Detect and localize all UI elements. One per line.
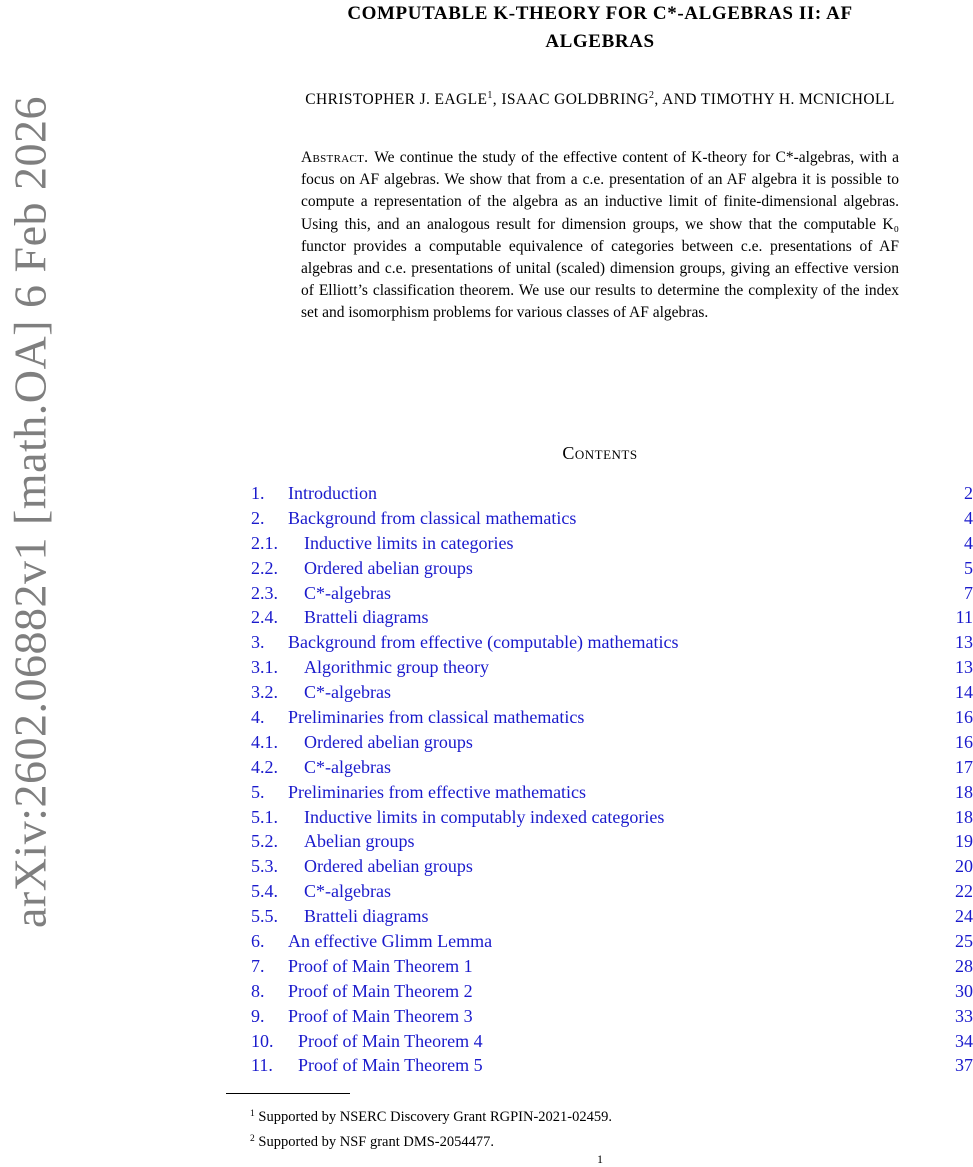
toc-entry-number: 11. <box>251 1055 273 1076</box>
toc-entry-page[interactable]: 34 <box>955 1030 973 1051</box>
author-separator-1: , <box>492 91 502 109</box>
toc-entry-number: 10. <box>251 1030 274 1051</box>
toc-entry-number: 3. <box>251 632 265 653</box>
toc-entry-number: 2. <box>251 507 265 528</box>
toc-entry[interactable] <box>251 954 973 979</box>
toc-entry-title[interactable]: C*-algebras <box>304 682 391 703</box>
toc-entry[interactable] <box>251 829 973 854</box>
toc-entry-title[interactable]: Algorithmic group theory <box>304 657 489 678</box>
toc-entry-number: 2.1. <box>251 532 278 553</box>
arxiv-identifier-text: arXiv:2602.06882v1 [math.OA] 6 Feb 2026 <box>4 95 56 929</box>
toc-entry-title[interactable]: C*-algebras <box>304 881 391 902</box>
toc-entry-title[interactable]: Abelian groups <box>304 831 415 852</box>
toc-entry-page[interactable]: 18 <box>955 781 973 802</box>
toc-entry-page[interactable]: 20 <box>955 856 973 877</box>
toc-entry[interactable] <box>251 680 973 705</box>
toc-entry-number: 2.4. <box>251 607 278 628</box>
author-1-footnote-mark: 1 <box>487 90 493 101</box>
footnote-text: Supported by NSF grant DMS-2054477. <box>258 1134 495 1150</box>
toc-entry[interactable] <box>251 929 973 954</box>
toc-entry[interactable] <box>251 630 973 655</box>
footnote-divider <box>226 1093 350 1094</box>
toc-entry-number: 5.2. <box>251 831 278 852</box>
toc-entry-page[interactable]: 13 <box>955 657 973 678</box>
toc-entry-title[interactable]: Ordered abelian groups <box>304 557 473 578</box>
toc-entry-number: 5. <box>251 781 265 802</box>
toc-entry[interactable] <box>251 780 973 805</box>
title-line-1: COMPUTABLE K-THEORY FOR C*-ALGEBRAS II: AF <box>347 3 853 24</box>
toc-entry[interactable] <box>251 904 973 929</box>
toc-entry-title[interactable]: Bratteli diagrams <box>304 906 429 927</box>
toc-entry-number: 3.1. <box>251 657 278 678</box>
toc-entry-title[interactable]: C*-algebras <box>304 756 391 777</box>
toc-entry-page[interactable]: 17 <box>955 756 973 777</box>
toc-entry-page[interactable]: 25 <box>955 931 973 952</box>
abstract <box>301 147 899 325</box>
toc-entry-page[interactable]: 18 <box>955 806 973 827</box>
toc-entry-title[interactable]: Inductive limits in computably indexed categories <box>304 806 665 827</box>
toc-entry-page[interactable]: 4 <box>964 532 973 553</box>
toc-entry-number: 4.2. <box>251 756 278 777</box>
toc-entry-title[interactable]: Proof of Main Theorem 2 <box>288 980 473 1001</box>
toc-entry-title[interactable]: Ordered abelian groups <box>304 856 473 877</box>
author-1: CHRISTOPHER J. EAGLE <box>305 91 488 109</box>
toc-entry-number: 8. <box>251 980 265 1001</box>
toc-entry-page[interactable]: 11 <box>955 607 973 628</box>
toc-entry-title[interactable]: Inductive limits in categories <box>304 532 514 553</box>
toc-entry[interactable] <box>251 556 973 581</box>
toc-entry-number: 7. <box>251 955 265 976</box>
toc-entry[interactable] <box>251 605 973 630</box>
arxiv-identifier-stamp <box>0 0 60 1165</box>
toc-entry-page[interactable]: 16 <box>955 707 973 728</box>
toc-entry[interactable] <box>251 979 973 1004</box>
toc-entry-number: 5.1. <box>251 806 278 827</box>
toc-entry[interactable] <box>251 1004 973 1029</box>
toc-entry[interactable] <box>251 1053 973 1078</box>
footnote <box>250 1128 612 1153</box>
abstract-text: We continue the study of the effective content of K-theory for C*-algebras, with a focus on AF algebras. We show that from a c.e. presentation of an AF algebra it is possible to compute a representation of the algebra as an inductive limit of finite-dimensional algebras. Using this, and an analogous result for dimension groups, we show that the computable K₀ functor provides a computable equivalence of categories between c.e. presentations of AF algebras and c.e. presentations of unital (scaled) dimension groups, giving an effective version of Elliott’s classification theorem. We use our results to determine the complexity of the index set and isomorphism problems for various classes of AF algebras. <box>301 149 899 322</box>
toc-entry[interactable] <box>251 730 973 755</box>
toc-entry-title[interactable]: Introduction <box>288 483 377 503</box>
toc-entry-page[interactable]: 16 <box>955 731 973 752</box>
author-separator-2: , AND <box>654 91 701 109</box>
toc-entry-page[interactable]: 24 <box>955 906 973 927</box>
toc-entry-page[interactable]: 37 <box>955 1055 973 1076</box>
toc-entry[interactable] <box>251 705 973 730</box>
toc-entry-page[interactable]: 22 <box>955 881 973 902</box>
toc-entry-title[interactable]: Bratteli diagrams <box>304 607 429 628</box>
footnote-text: Supported by NSERC Discovery Grant RGPIN-2021-02459. <box>258 1109 612 1125</box>
toc-entry-page[interactable]: 33 <box>955 1005 973 1026</box>
toc-entry-number: 2.3. <box>251 582 278 603</box>
toc-entry[interactable] <box>251 1029 973 1054</box>
toc-entry-title[interactable]: Proof of Main Theorem 1 <box>288 955 473 976</box>
toc-entry-page[interactable]: 13 <box>955 632 973 653</box>
toc-entry-title[interactable]: Preliminaries from classical mathematics <box>288 707 585 728</box>
toc-entry-number: 3.2. <box>251 682 278 703</box>
toc-entry-page[interactable]: 28 <box>955 955 973 976</box>
toc-entry-page[interactable]: 7 <box>964 582 973 603</box>
toc-entry[interactable] <box>251 755 973 780</box>
toc-entry-title[interactable]: Preliminaries from effective mathematics <box>288 781 587 802</box>
author-2: ISAAC GOLDBRING <box>501 91 649 109</box>
paper-title <box>250 0 950 56</box>
toc-entry-title[interactable]: An effective Glimm Lemma <box>288 931 493 952</box>
toc-entry[interactable] <box>251 805 973 830</box>
toc-entry[interactable] <box>251 581 973 606</box>
toc-entry-number: 2.2. <box>251 557 278 578</box>
toc-entry-page[interactable]: 5 <box>964 557 973 578</box>
toc-entry-number: 5.5. <box>251 906 278 927</box>
author-3: TIMOTHY H. MCNICHOLL <box>700 91 895 109</box>
toc-entry-page[interactable]: 2 <box>964 483 973 503</box>
contents-heading: Contents <box>562 443 638 463</box>
footnotes <box>250 1103 612 1153</box>
toc-entry[interactable] <box>251 506 973 531</box>
toc-entry-page[interactable]: 30 <box>955 980 973 1001</box>
footnote <box>250 1103 612 1128</box>
toc-entry[interactable] <box>251 879 973 904</box>
toc-entry-number: 1. <box>251 483 265 503</box>
toc-entry-title[interactable]: Background from classical mathematics <box>288 507 577 528</box>
toc-entry-page[interactable]: 14 <box>955 682 973 703</box>
toc-entry-title[interactable]: Proof of Main Theorem 3 <box>288 1005 473 1026</box>
toc-entry[interactable] <box>251 655 973 680</box>
toc-entry-title[interactable]: Background from effective (computable) mathematics <box>288 632 679 653</box>
toc-entry-number: 9. <box>251 1005 265 1026</box>
author-2-footnote-mark: 2 <box>649 90 655 101</box>
toc-entry-number: 5.4. <box>251 881 278 902</box>
toc-entry-page[interactable]: 19 <box>955 831 973 852</box>
author-list <box>230 90 970 109</box>
toc-entry-title[interactable]: Proof of Main Theorem 4 <box>298 1030 483 1051</box>
table-of-contents <box>251 481 973 1078</box>
footnote-mark: 2 <box>250 1134 255 1144</box>
page-number: 1 <box>597 1152 603 1166</box>
toc-entry-title[interactable]: Ordered abelian groups <box>304 731 473 752</box>
title-line-2: ALGEBRAS <box>545 31 655 52</box>
toc-entry[interactable] <box>251 531 973 556</box>
toc-entry-page[interactable]: 4 <box>964 507 973 528</box>
abstract-label: Abstract. <box>301 149 369 166</box>
footnote-mark: 1 <box>250 1109 255 1119</box>
toc-entry-number: 4. <box>251 707 265 728</box>
toc-entry[interactable] <box>251 854 973 879</box>
toc-entry[interactable] <box>251 481 973 506</box>
toc-entry-title[interactable]: Proof of Main Theorem 5 <box>298 1055 483 1076</box>
toc-entry-number: 5.3. <box>251 856 278 877</box>
toc-entry-number: 6. <box>251 931 265 952</box>
toc-entry-title[interactable]: C*-algebras <box>304 582 391 603</box>
toc-entry-number: 4.1. <box>251 731 278 752</box>
